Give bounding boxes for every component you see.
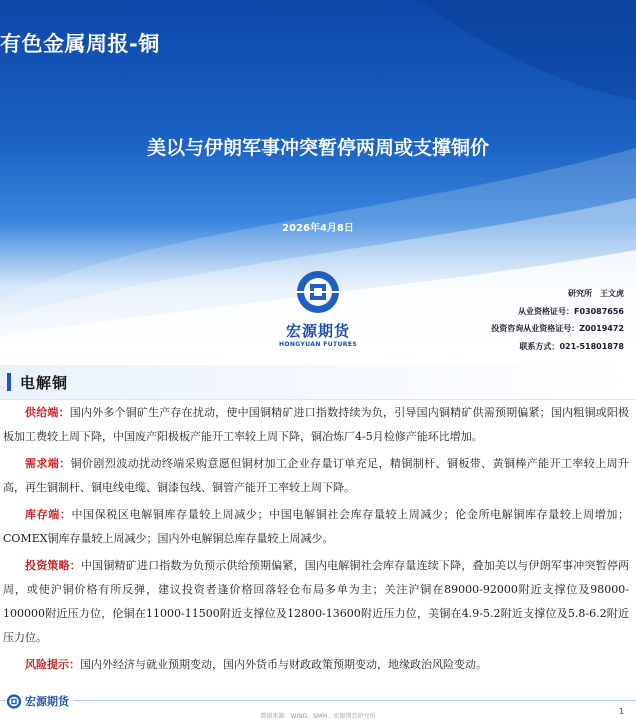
paragraph-keyword: 需求端： [25, 457, 71, 470]
paragraph-demand [3, 452, 629, 500]
consulting-qualification-number: Z0019472 [579, 324, 624, 333]
paragraph-risk [3, 653, 629, 677]
report-body [3, 401, 629, 680]
section-header [0, 365, 636, 400]
paragraph-keyword: 风险提示： [25, 658, 80, 671]
qualification-number: F03087656 [574, 306, 624, 316]
section-title: 电解铜 [20, 374, 69, 392]
contact-phone: 021-51801878 [559, 341, 624, 351]
analyst-name: 研究所 王文虎 [568, 288, 624, 298]
paragraph-inventory [3, 503, 629, 551]
paragraph-keyword: 投资策略： [25, 559, 81, 572]
contact-label: 联系方式： [519, 340, 560, 351]
section-accent-stripe [7, 373, 11, 391]
page-number: 1 [618, 707, 624, 716]
hongyuan-logo-icon [295, 270, 341, 314]
paragraph-text: 国内外经济与就业预期变动，国内外货币与财政政策预期变动，地缘政治风险变动。 [80, 658, 487, 671]
report-type-title: 有色金属周报-铜 [0, 32, 160, 56]
page-footer [0, 688, 636, 727]
paragraph-keyword: 供给端： [25, 406, 70, 419]
footer-divider [0, 700, 636, 701]
footer-logo-name: 宏源期货 [25, 695, 69, 708]
qualification-label: 从业资格证号： [518, 305, 574, 316]
analyst-info [491, 285, 624, 355]
logo-name-en: HONGYUAN FUTURES [278, 341, 358, 348]
hongyuan-logo-icon [6, 694, 22, 709]
footer-logo [6, 693, 73, 709]
paragraph-keyword: 库存端： [25, 508, 72, 521]
paragraph-strategy [3, 554, 629, 650]
consulting-qualification-label: 投资咨询从业资格证号： [491, 323, 580, 333]
report-date: 2026年4月8日 [282, 223, 354, 234]
report-main-title: 美以与伊朗军事冲突暂停两周或支撑铜价 [146, 137, 489, 159]
paragraph-text: 铜价剧烈波动扰动终端采购意愿但铜材加工企业存量订单充足，精铜制杆、铜板带、黄铜棒产能开工率较上周升高，再生铜制杆、铜电线电缆、铜漆包线、铜管产能开工率较上周下降。 [3, 457, 630, 494]
paragraph-supply [3, 401, 629, 449]
company-logo [275, 270, 361, 348]
logo-name: 宏源期货 [285, 322, 350, 340]
paragraph-text: 中国保税区电解铜库存量较上周减少；中国电解铜社会库存量较上周减少；伦金所电解铜库存量较上周增加；COMEX铜库存量较上周减少；国内外电解铜总库存量较上周减少。 [3, 508, 630, 545]
paragraph-text: 中国铜精矿进口指数为负预示供给预期偏紧，国内电解铜社会库存量连续下降，叠加美以与伊朗军事冲突暂停两周，或使沪铜价格有所反弹，建议投资者逢价格回落轻仓布局多单为主；关注沪铜在89000-92000附近支撑位及98000-100000附近压力位，伦铜在11000-11500附近支撑位及12800-13600附近压力位，美铜在4.9-5.2附近支撑位及5.8-6.2附近压力位。 [3, 559, 630, 644]
cover-banner [0, 0, 636, 358]
paragraph-text: 国内外多个铜矿生产存在扰动，使中国铜精矿进口指数持续为负，引导国内铜精矿供需预期偏紧；国内粗铜或阳极板加工费较上周下降，中国废产阳极板产能开工率较上周下降，铜冶炼厂4-5月检修产能环比增加。 [3, 406, 630, 443]
data-source-note: 数据来源：WIND、SMM、宏源期货研究所 [260, 713, 376, 720]
